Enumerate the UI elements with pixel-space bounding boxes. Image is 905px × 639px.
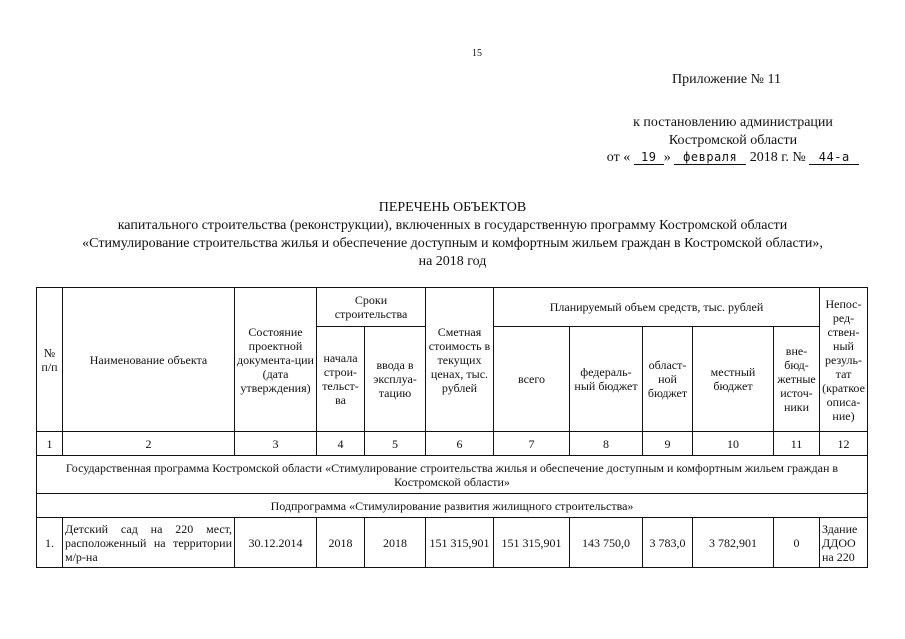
row-total: 151 315,901	[494, 518, 570, 568]
document-subtitle-3: на 2018 год	[418, 254, 487, 269]
column-number: 5	[365, 432, 426, 456]
column-number: 10	[693, 432, 774, 456]
header-cost: Сметная стоимость в текущих ценах, тыс. рублей	[426, 288, 494, 432]
header-planned: Планируемый объем средств, тыс. рублей	[494, 288, 820, 327]
header-regional: област-ной бюджет	[643, 327, 693, 432]
header-federal: федераль-ный бюджет	[570, 327, 643, 432]
row-federal: 143 750,0	[570, 518, 643, 568]
row-commission: 2018	[365, 518, 426, 568]
resolution-date-line	[560, 149, 905, 167]
column-number: 4	[317, 432, 365, 456]
column-number: 3	[235, 432, 317, 456]
header-extra: вне-бюд-жетные источ-ники	[774, 327, 820, 432]
row-num: 1.	[37, 518, 63, 568]
header-result: Непос-ред-ствен-ный резуль-тат (краткое описа-ние)	[820, 288, 868, 432]
subprogram-title: Подпрограмма «Стимулирование развития жилищного строительства»	[37, 494, 868, 518]
header-terms: Сроки строительства	[317, 288, 426, 327]
column-number: 8	[570, 432, 643, 456]
annex-label: Приложение № 11	[672, 72, 781, 87]
column-number: 12	[820, 432, 868, 456]
row-start: 2018	[317, 518, 365, 568]
header-num: № п/п	[37, 288, 63, 432]
header-total: всего	[494, 327, 570, 432]
document-subtitle-1: капитального строительства (реконструкции), включенных в государственную программу Костромской области	[117, 218, 788, 233]
row-name: Детский сад на 220 мест, расположенный на территории м/р-на	[63, 518, 235, 568]
objects-table	[36, 287, 868, 568]
column-number: 6	[426, 432, 494, 456]
row-extra: 0	[774, 518, 820, 568]
date-prefix: от «	[606, 150, 631, 165]
column-number: 9	[643, 432, 693, 456]
column-number: 2	[63, 432, 235, 456]
header-name: Наименование объекта	[63, 288, 235, 432]
column-number: 1	[37, 432, 63, 456]
date-year: 2018 г. №	[749, 150, 806, 165]
header-row-1	[37, 288, 868, 327]
date-day: 19	[634, 150, 664, 165]
header-docs: Состояние проектной документа-ции (дата утверждения)	[235, 288, 317, 432]
document-heading: ПЕРЕЧЕНЬ ОБЪЕКТОВ	[378, 200, 527, 215]
row-docs: 30.12.2014	[235, 518, 317, 568]
row-local: 3 782,901	[693, 518, 774, 568]
resolution-line-2: Костромской области	[668, 133, 798, 148]
column-number: 7	[494, 432, 570, 456]
program-row	[37, 456, 868, 494]
header-start: начала строи-тельст-ва	[317, 327, 365, 432]
date-quote: »	[663, 150, 671, 165]
resolution-number: 44-а	[809, 150, 859, 165]
resolution-line-1: к постановлению администрации	[633, 115, 833, 130]
date-month: февраля	[674, 150, 746, 165]
subprogram-row	[37, 494, 868, 518]
header-commission: ввода в эксплуа-тацию	[365, 327, 426, 432]
column-number: 11	[774, 432, 820, 456]
row-regional: 3 783,0	[643, 518, 693, 568]
column-number-row	[37, 432, 868, 456]
table-row	[37, 518, 868, 568]
row-result: Здание ДДОО на 220	[820, 518, 868, 568]
document-subtitle-2: «Стимулирование строительства жилья и обеспечение доступным и комфортным жильем граждан в Костромской области»,	[82, 236, 823, 251]
page-number: 15	[472, 48, 482, 59]
program-title: Государственная программа Костромской области «Стимулирование строительства жилья и обеспечение доступным и комфортным жильем граждан в Костромской области»	[37, 456, 868, 494]
row-cost: 151 315,901	[426, 518, 494, 568]
header-local: местный бюджет	[693, 327, 774, 432]
